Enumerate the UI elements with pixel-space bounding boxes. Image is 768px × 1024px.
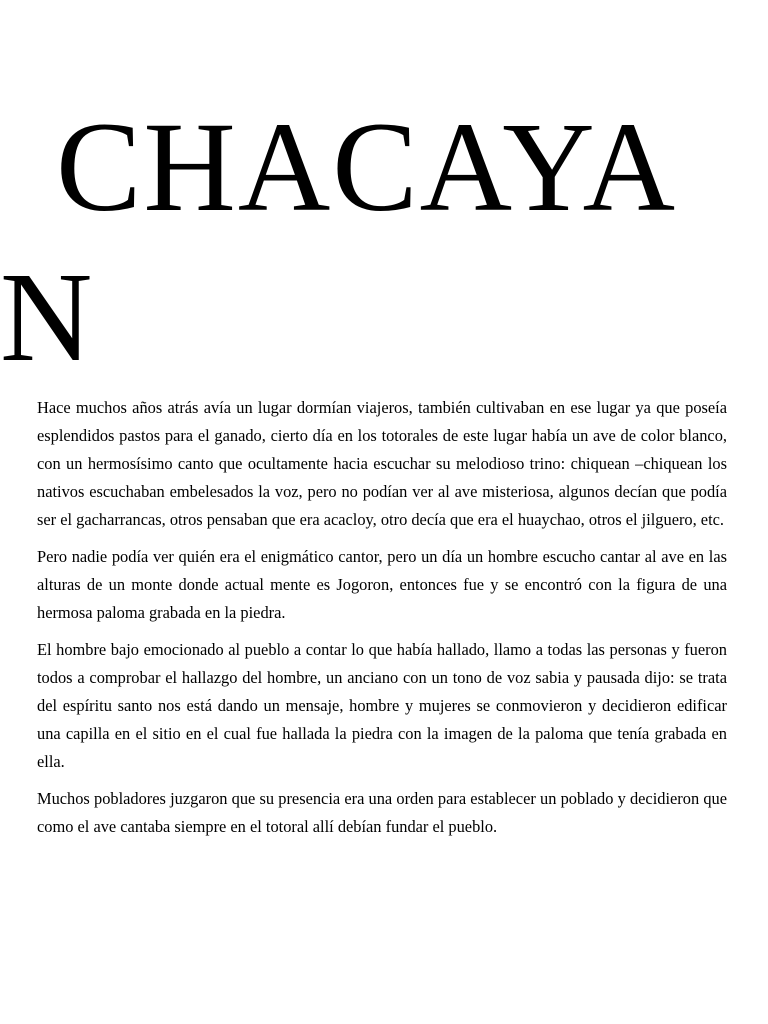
paragraph-3: El hombre bajo emocionado al pueblo a contar lo que había hallado, llamo a todas las personas y fueron todos a comprobar el hallazgo del hombre, un anciano con un tono de voz sabia y pausada dijo: se trata del espíritu santo nos está dando un mensaje, hombre y mujeres se conmovieron y decidieron edificar una capilla en el sitio en el cual fue hallada la piedra con la imagen de la paloma que tenía grabada en ella. (37, 640, 727, 771)
paragraph-4: Muchos pobladores juzgaron que su presencia era una orden para establecer un poblado y decidieron que como el ave cantaba siempre en el totoral allí debían fundar el pueblo. (37, 789, 727, 836)
page-title (0, 92, 768, 392)
body-text (37, 394, 727, 850)
title-line-2: N (0, 246, 95, 388)
paragraph-1: Hace muchos años atrás avía un lugar dormían viajeros, también cultivaban en ese lugar ya que poseía esplendidos pastos para el ganado, cierto día en los totorales de este lugar había un ave de color blanco, con un hermosísimo canto que ocultamente hacia escuchar su melodioso trino: chiquean –chiquean los nativos escuchaban embelesados la voz, pero no podían ver al ave misteriosa, algunos decían que podía ser el gacharrancas, otros pensaban que era acacloy, otro decía que era el huaychao, otros el jilguero, etc. (37, 398, 727, 529)
title-line-1: CHACAYA (56, 96, 677, 238)
paragraph-2: Pero nadie podía ver quién era el enigmático cantor, pero un día un hombre escucho cantar al ave en las alturas de un monte donde actual mente es Jogoron, entonces fue y se encontró con la figura de una hermosa paloma grabada en la piedra. (37, 547, 727, 622)
